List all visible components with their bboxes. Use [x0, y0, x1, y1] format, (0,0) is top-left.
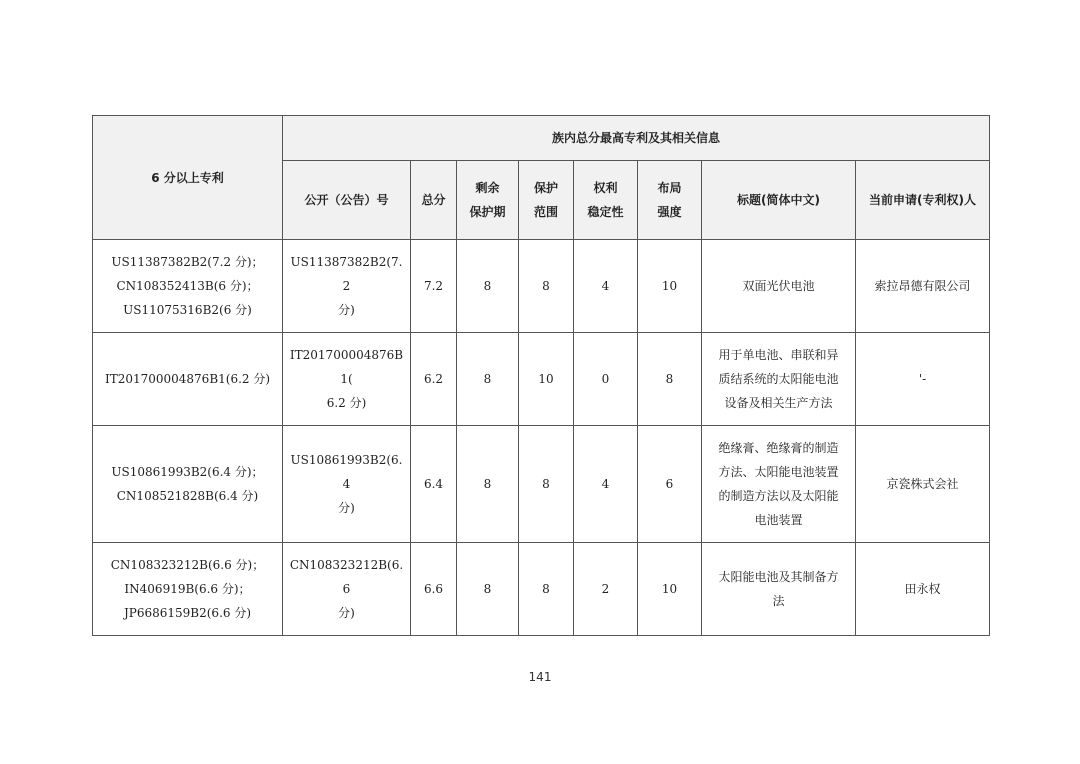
column-header-line: 总分: [421, 193, 446, 207]
column-header-layout-strength: [638, 161, 702, 240]
column-header-score: [411, 161, 457, 240]
pub-no-cell: [283, 333, 411, 426]
table-row: [93, 426, 990, 543]
family-patents-cell-line: IT201700004876B1(6.2 分): [104, 372, 271, 386]
family-patents-cell-line: US10861993B2(6.4 分)；: [111, 465, 264, 479]
applicant-cell: 田永权: [856, 543, 990, 636]
pub-no-cell-line: 6.2 分): [326, 396, 367, 410]
column-header-line: 公开（公告）号: [304, 193, 389, 207]
pub-no-cell: [283, 543, 411, 636]
column-header-title: [702, 161, 856, 240]
stability-cell: 4: [574, 240, 638, 333]
column-header-line: 范围: [533, 205, 558, 219]
scope-cell: 10: [519, 333, 574, 426]
family-patents-cell-line: JP6686159B2(6.6 分): [123, 606, 252, 620]
column-header-stability: [574, 161, 638, 240]
title-cell: [702, 240, 856, 333]
remaining-term-cell: 8: [457, 426, 519, 543]
score-cell: 6.6: [411, 543, 457, 636]
title-cell-line: 用于单电池、串联和异: [718, 348, 839, 362]
column-header-remaining-term: [457, 161, 519, 240]
title-cell-line: 质结系统的太阳能电池: [718, 372, 839, 386]
title-cell: [702, 543, 856, 636]
score-cell: 6.4: [411, 426, 457, 543]
family-patents-cell-line: CN108323212B(6.6 分)；: [110, 558, 265, 572]
title-cell-line: 太阳能电池及其制备方: [718, 570, 839, 584]
title-cell-line: 方法、太阳能电池装置: [718, 465, 839, 479]
column-header-line: 标题(简体中文): [737, 193, 820, 207]
applicant-cell: '-: [856, 333, 990, 426]
column-header-line: 稳定性: [587, 205, 624, 219]
remaining-term-cell: 8: [457, 543, 519, 636]
title-cell: [702, 426, 856, 543]
column-header-scope: [519, 161, 574, 240]
score-cell: 7.2: [411, 240, 457, 333]
applicant-cell: 索拉昂德有限公司: [856, 240, 990, 333]
layout-strength-cell: 8: [638, 333, 702, 426]
pub-no-cell-line: 分): [338, 606, 355, 620]
family-patents-cell-line: CN108521828B(6.4 分): [116, 489, 259, 503]
stability-cell: 2: [574, 543, 638, 636]
title-cell-line: 法: [772, 594, 785, 608]
family-patents-cell: [93, 543, 283, 636]
applicant-cell: 京瓷株式会社: [856, 426, 990, 543]
title-cell-line: 设备及相关生产方法: [724, 396, 833, 410]
pub-no-cell: [283, 426, 411, 543]
column-header-line: 保护: [533, 181, 558, 195]
scope-cell: 8: [519, 240, 574, 333]
pub-no-cell-line: CN108323212B(6.6: [289, 558, 404, 596]
family-patents-cell-line: CN108352413B(6 分)；: [116, 279, 259, 293]
column-header-line: 权利: [593, 181, 618, 195]
title-cell-line: 双面光伏电池: [742, 279, 815, 293]
corner-header: 6 分以上专利: [93, 116, 283, 240]
layout-strength-cell: 10: [638, 543, 702, 636]
column-header-line: 强度: [657, 205, 682, 219]
table-row: [93, 333, 990, 426]
column-header-line: 保护期: [469, 205, 506, 219]
column-header-line: 布局: [657, 181, 682, 195]
remaining-term-cell: 8: [457, 333, 519, 426]
group-header: 族内总分最高专利及其相关信息: [283, 116, 990, 161]
pub-no-cell-line: 分): [338, 501, 355, 515]
stability-cell: 0: [574, 333, 638, 426]
table-row: [93, 543, 990, 636]
pub-no-cell-line: IT201700004876B1(: [289, 348, 404, 386]
title-cell-line: 的制造方法以及太阳能: [718, 489, 839, 503]
layout-strength-cell: 10: [638, 240, 702, 333]
layout-strength-cell: 6: [638, 426, 702, 543]
remaining-term-cell: 8: [457, 240, 519, 333]
family-patents-cell-line: US11075316B2(6 分): [123, 303, 252, 317]
pub-no-cell-line: US10861993B2(6.4: [290, 453, 403, 491]
pub-no-cell-line: 分): [338, 303, 355, 317]
pub-no-cell: [283, 240, 411, 333]
table-row: [93, 240, 990, 333]
title-cell-line: 电池装置: [754, 513, 803, 527]
table-body: [93, 240, 990, 636]
family-patents-cell-line: US11387382B2(7.2 分)；: [111, 255, 264, 269]
page-number: 141: [528, 670, 552, 684]
column-header-line: 当前申请(专利权)人: [869, 193, 976, 207]
family-patents-cell: [93, 240, 283, 333]
patent-table: [92, 115, 990, 636]
column-header-line: 剩余: [475, 181, 500, 195]
family-patents-cell-line: IN406919B(6.6 分)；: [124, 582, 251, 596]
family-patents-cell: [93, 333, 283, 426]
score-cell: 6.2: [411, 333, 457, 426]
column-header-applicant: [856, 161, 990, 240]
header-row-group: [93, 116, 990, 161]
scope-cell: 8: [519, 426, 574, 543]
title-cell-line: 绝缘膏、绝缘膏的制造: [718, 441, 839, 455]
column-header-pub-no: [283, 161, 411, 240]
pub-no-cell-line: US11387382B2(7.2: [290, 255, 403, 293]
title-cell: [702, 333, 856, 426]
scope-cell: 8: [519, 543, 574, 636]
family-patents-cell: [93, 426, 283, 543]
stability-cell: 4: [574, 426, 638, 543]
